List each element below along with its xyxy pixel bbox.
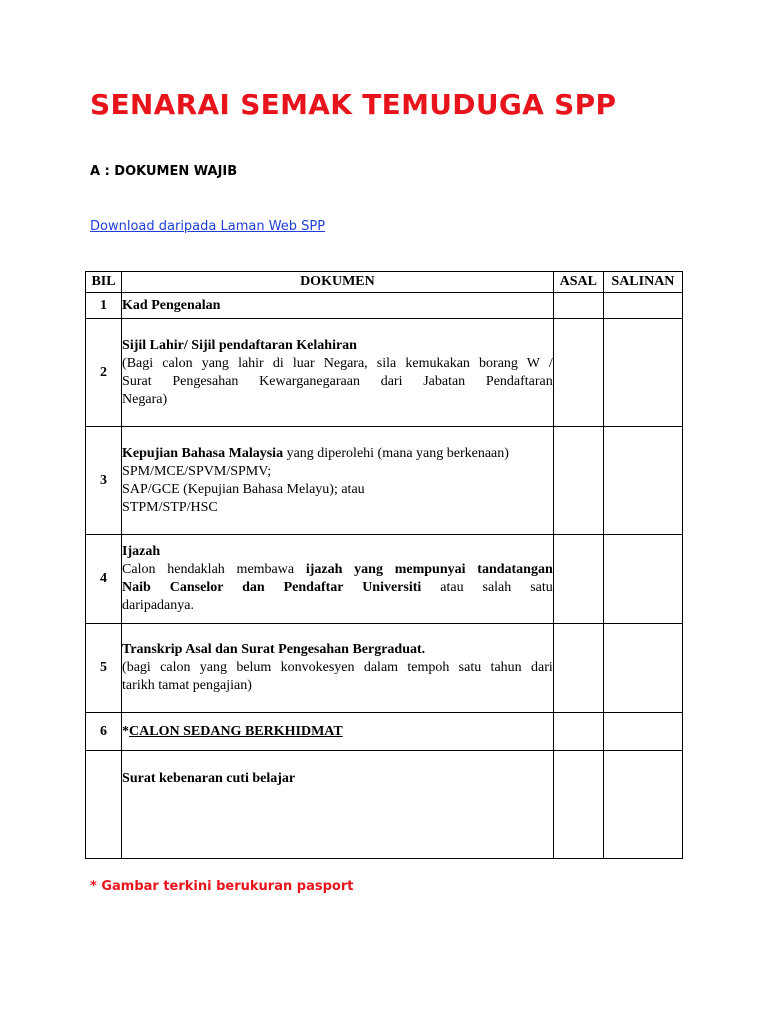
document-title-prefix: * xyxy=(122,723,130,739)
document-note-line: SPM/MCE/SPVM/SPMV; xyxy=(122,463,272,479)
salinan-checkbox-cell[interactable] xyxy=(603,427,682,535)
document-note-bold: Naib Canselor dan Pendaftar Universiti xyxy=(122,580,422,595)
table-row xyxy=(86,535,683,624)
header-bil: BIL xyxy=(86,272,122,293)
row-number: 3 xyxy=(86,427,122,535)
document-note-bold: ijazah yang mempunyai tandatangan xyxy=(305,562,553,577)
document-note-line: STPM/STP/HSC xyxy=(122,499,218,515)
document-cell xyxy=(122,293,554,319)
table-row xyxy=(86,293,683,319)
salinan-checkbox-cell[interactable] xyxy=(603,751,682,859)
header-asal: ASAL xyxy=(553,272,603,293)
salinan-checkbox-cell[interactable] xyxy=(603,319,682,427)
document-cell xyxy=(122,713,554,751)
document-title: Transkrip Asal dan Surat Pengesahan Bergraduat. xyxy=(122,642,426,657)
asal-checkbox-cell[interactable] xyxy=(553,319,603,427)
table-row xyxy=(86,624,683,713)
table-row xyxy=(86,427,683,535)
asal-checkbox-cell[interactable] xyxy=(553,751,603,859)
document-note-line: (bagi calon yang belum konvokesyen dalam tempoh satu tahun dari xyxy=(122,660,553,675)
download-link[interactable]: Download daripada Laman Web SPP xyxy=(90,219,326,234)
document-cell xyxy=(122,319,554,427)
section-heading: A : DOKUMEN WAJIB xyxy=(90,164,238,179)
page-title: SENARAI SEMAK TEMUDUGA SPP xyxy=(90,88,617,121)
document-title: CALON SEDANG BERKHIDMAT xyxy=(129,723,343,739)
document-title-line xyxy=(122,445,553,463)
asal-checkbox-cell[interactable] xyxy=(553,624,603,713)
asal-checkbox-cell[interactable] xyxy=(553,713,603,751)
document-note-line: daripadanya. xyxy=(122,598,194,613)
header-dokumen: DOKUMEN xyxy=(122,272,554,293)
document-note-line xyxy=(122,579,553,597)
document-title: Ijazah xyxy=(122,544,161,559)
checklist-table xyxy=(85,271,683,859)
salinan-checkbox-cell[interactable] xyxy=(603,293,682,319)
document-note-line: SAP/GCE (Kepujian Bahasa Melayu); atau xyxy=(122,481,365,497)
salinan-checkbox-cell[interactable] xyxy=(603,535,682,624)
document-note-line: Negara) xyxy=(122,391,168,407)
table-row xyxy=(86,751,683,859)
document-title-suffix: yang diperolehi (mana yang berkenaan) xyxy=(283,445,509,461)
document-note-line: tarikh tamat pengajian) xyxy=(122,678,252,693)
row-number: 6 xyxy=(86,713,122,751)
document-note-line: (Bagi calon yang lahir di luar Negara, sila kemukakan borang W / xyxy=(122,355,553,371)
header-salinan: SALINAN xyxy=(603,272,682,293)
row-number: 5 xyxy=(86,624,122,713)
document-note-prefix: Calon hendaklah membawa xyxy=(122,562,306,577)
document-cell xyxy=(122,624,554,713)
salinan-checkbox-cell[interactable] xyxy=(603,713,682,751)
document-cell xyxy=(122,751,554,859)
document-note-line xyxy=(122,561,553,579)
document-title: Kepujian Bahasa Malaysia xyxy=(122,445,284,461)
document-cell xyxy=(122,427,554,535)
document-title: Sijil Lahir/ Sijil pendaftaran Kelahiran xyxy=(122,337,357,353)
salinan-checkbox-cell[interactable] xyxy=(603,624,682,713)
row-number: 1 xyxy=(86,293,122,319)
asal-checkbox-cell[interactable] xyxy=(553,293,603,319)
table-header-row xyxy=(86,272,683,293)
row-number xyxy=(86,751,122,859)
asal-checkbox-cell[interactable] xyxy=(553,535,603,624)
asal-checkbox-cell[interactable] xyxy=(553,427,603,535)
row-number: 4 xyxy=(86,535,122,624)
footnote: * Gambar terkini berukuran pasport xyxy=(90,879,354,894)
document-title: Kad Pengenalan xyxy=(122,297,221,313)
document-note-line: Surat Pengesahan Kewarganegaraan dari Jabatan Pendaftaran xyxy=(122,373,553,389)
document-title: Surat kebenaran cuti belajar xyxy=(122,771,296,786)
table-row xyxy=(86,713,683,751)
table-row xyxy=(86,319,683,427)
document-cell xyxy=(122,535,554,624)
row-number: 2 xyxy=(86,319,122,427)
document-note-suffix: atau salah satu xyxy=(421,580,553,595)
